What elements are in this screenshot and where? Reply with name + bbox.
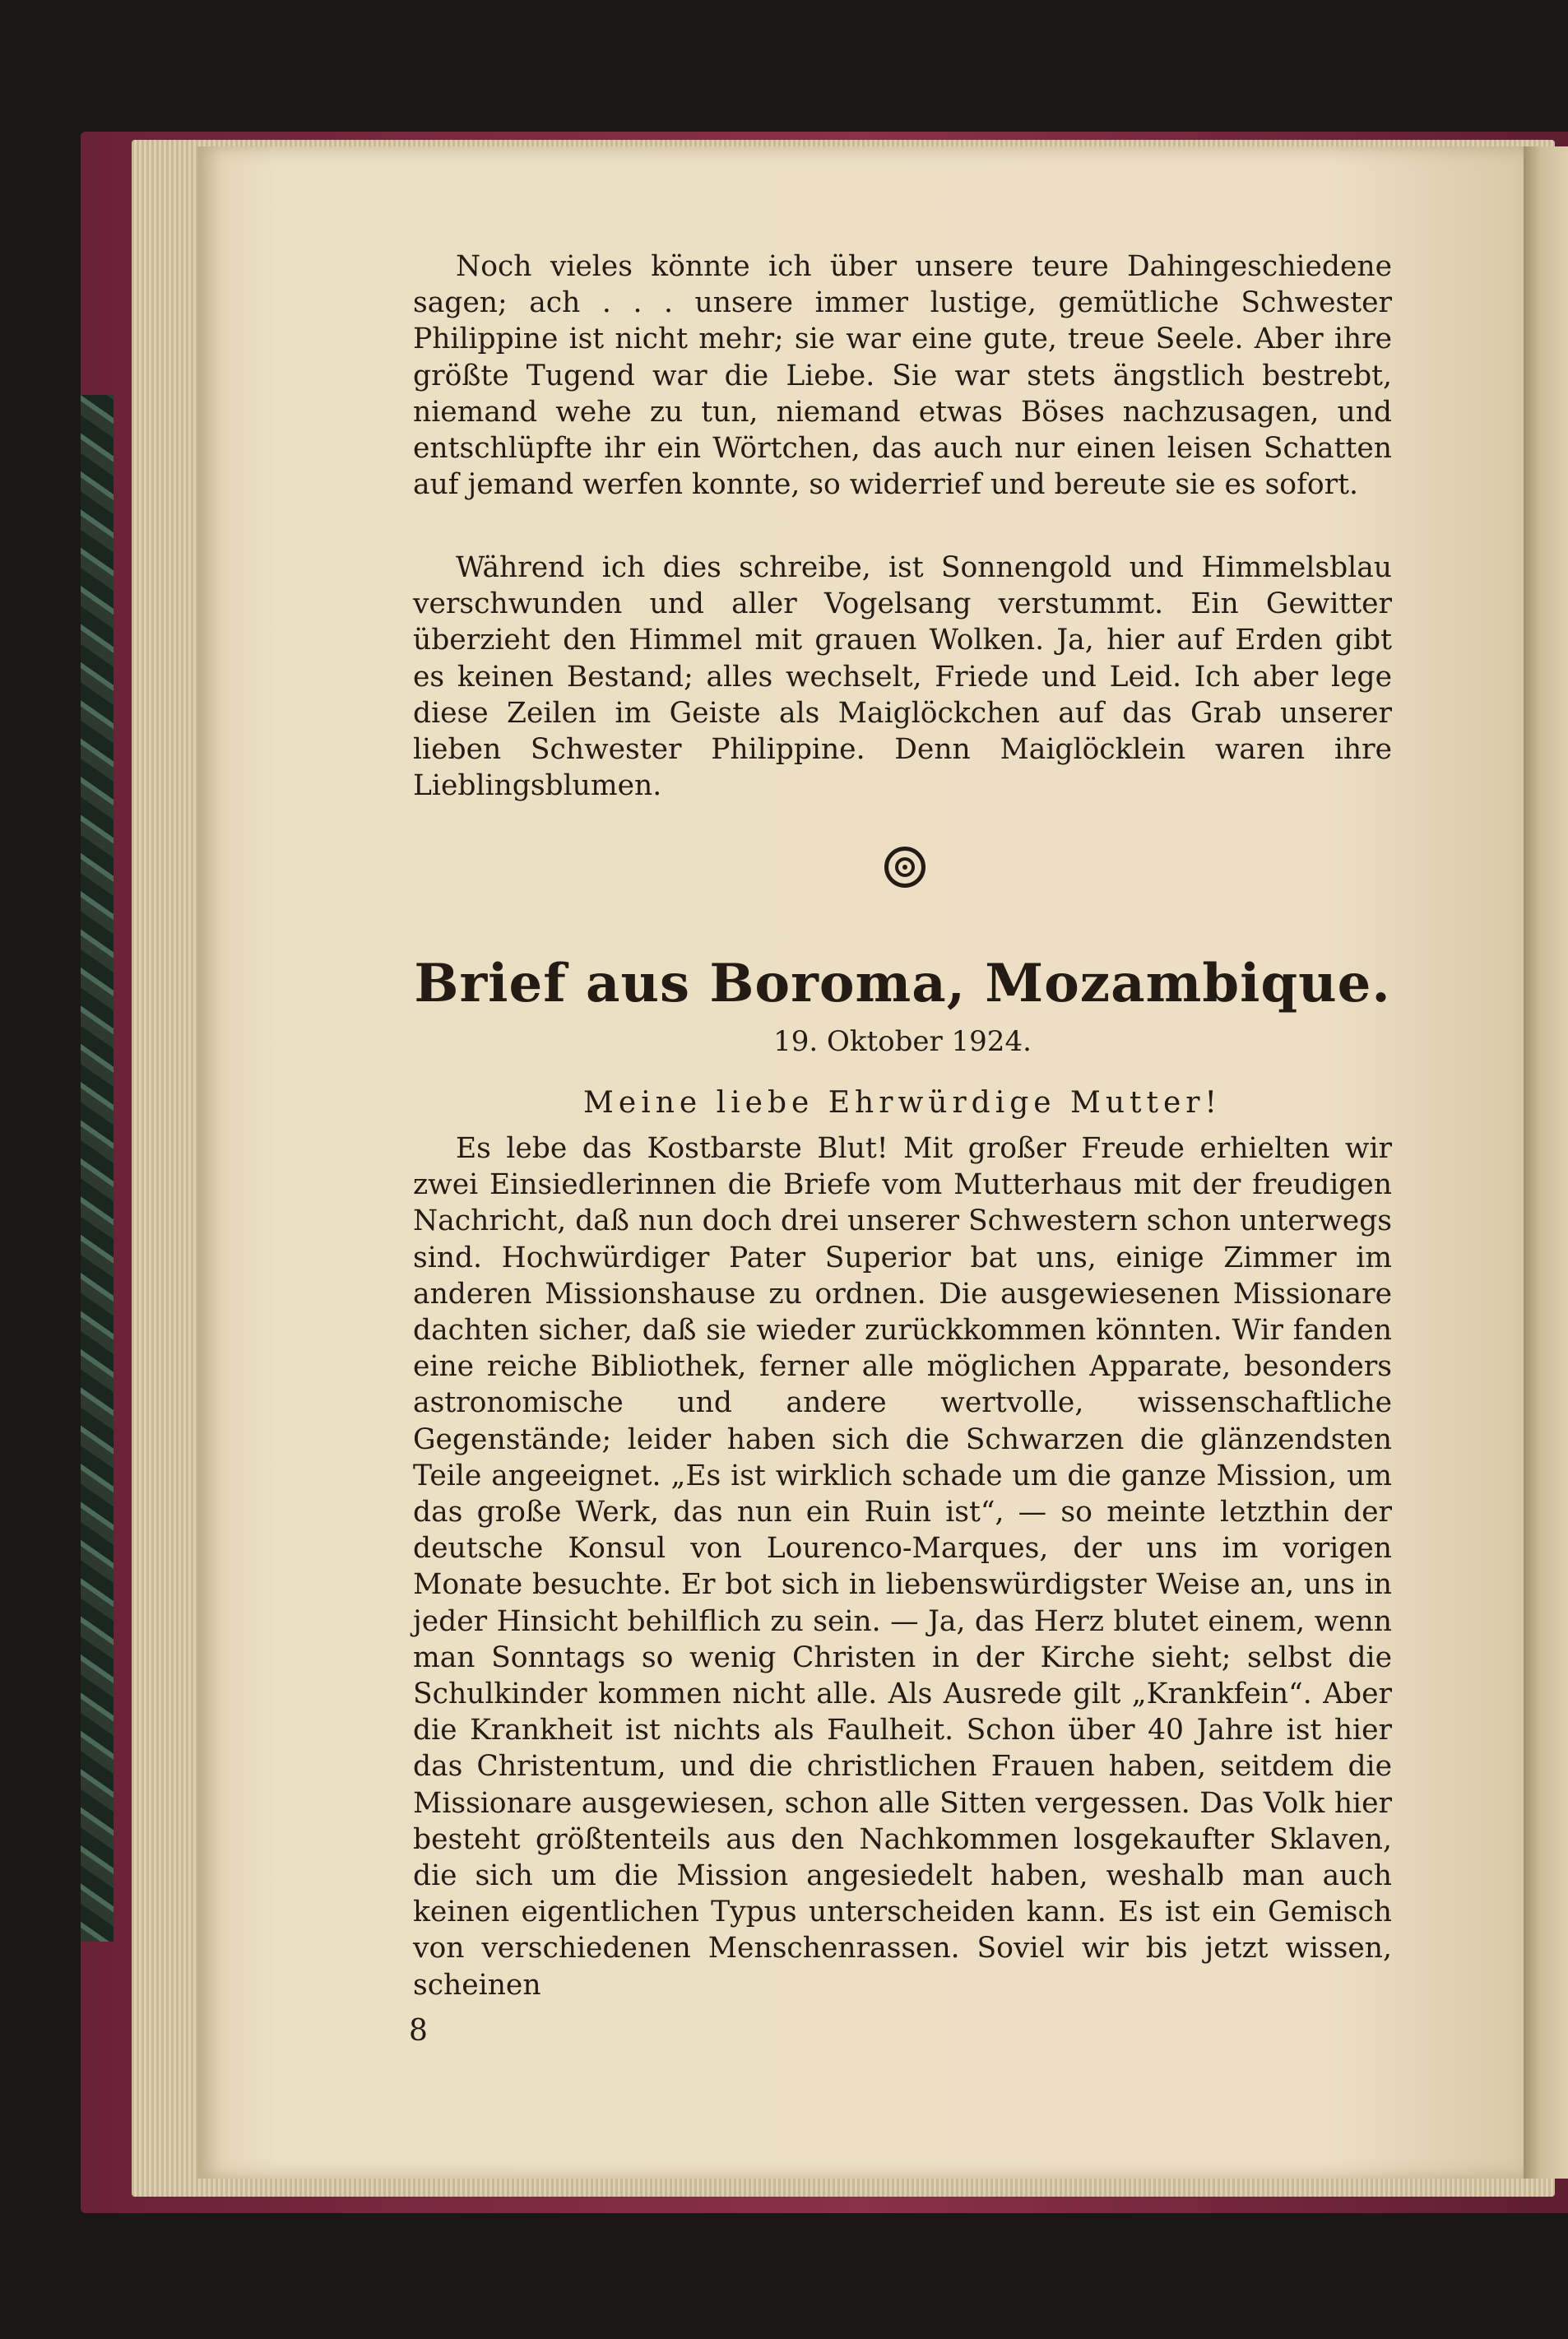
marbled-spine — [81, 395, 114, 1942]
paragraph-1-text: Noch vieles könnte ich über unsere teure Dahingeschiedene sagen; ach . . . unsere immer lustige, gemütliche Schwester Philippine ist nicht mehr; sie war eine gute, treue Seele. Aber ihre größte Tugend war die Liebe. Sie war stets ängstlich bestrebt, niemand wehe zu tun, niemand etwas Böses nachzusagen, und entschlüpfte ihr ein Wörtchen, das auch nur einen leisen Schatten auf jemand werfen konnte, so widerrief und bereute sie es sofort. — [413, 250, 1392, 502]
paragraph-3-text: Es lebe das Kostbarste Blut! Mit großer Freude erhielten wir zwei Einsiedlerinnen die Briefe vom Mutterhaus mit der freudigen Nachricht, daß nun doch drei unserer Schwestern schon unterwegs sind. Hochwürdiger Pater Superior bat uns, einige Zimmer im anderen Missionshause zu ordnen. Die ausgewiesenen Missionare dachten sicher, daß sie wieder zurückkommen könnten. Wir fanden eine reiche Bibliothek, ferner alle möglichen Apparate, besonders astronomische und andere wertvolle, wissenschaftliche Gegenstände; leider haben sich die Schwarzen die glänzendsten Teile angeeignet. „Es ist wirklich schade um die ganze Mission, um das große Werk, das nun ein Ruin ist“, — so meinte letzthin der deutsche Konsul von Lourenco-Marques, der uns im vorigen Monate besuchte. Er bot sich in liebenswürdigster Weise an, uns in jeder Hinsicht behilflich zu sein. — Ja, das Herz blutet einem, wenn man Sonntags so wenig Christen in der Kirche sieht; selbst die Schulkinder kommen nicht alle. Als Ausrede gilt „Krankfein“. Aber die Krankheit ist nichts als Faulheit. Schon über 40 Jahre ist hier das Christentum, und die christlichen Frauen haben, seitdem die Missionare ausgewiesen, schon alle Sitten vergessen. Das Volk hier besteht größtenteils aus den Nachkommen losgekaufter Sklaven, die sich um die Mission angesiedelt haben, weshalb man auch keinen eigentlichen Typus unterscheiden kann. Es ist ein Gemisch von verschiedenen Menschenrassen. Soviel wir bis jetzt wissen, scheinen — [413, 1132, 1392, 2002]
paragraph-3 — [413, 1130, 1392, 2003]
letter-greeting: Meine liebe Ehrwürdige Mutter! — [583, 1086, 1222, 1120]
concentric-circle-ornament-icon — [884, 847, 925, 888]
paragraph-2-text: Während ich dies schreibe, ist Sonnengold und Himmelsblau verschwunden und aller Vogelsang verstummt. Ein Gewitter überzieht den Himmel mit grauen Wolken. Ja, hier auf Erden gibt es keinen Bestand; alles wechselt, Friede und Leid. Ich aber lege diese Zeilen im Geiste als Maiglöckchen auf das Grab unserer lieben Schwester Philippine. Denn Maiglöcklein waren ihre Lieblingsblumen. — [413, 551, 1392, 803]
letter-title: Brief aus Boroma, Mozambique. — [414, 953, 1391, 1014]
page-number: 8 — [409, 2014, 428, 2048]
paragraph-1 — [413, 248, 1392, 503]
paragraph-2 — [413, 550, 1392, 804]
facing-page-edge — [1522, 146, 1568, 2179]
letter-date: 19. Oktober 1924. — [773, 1025, 1032, 1058]
